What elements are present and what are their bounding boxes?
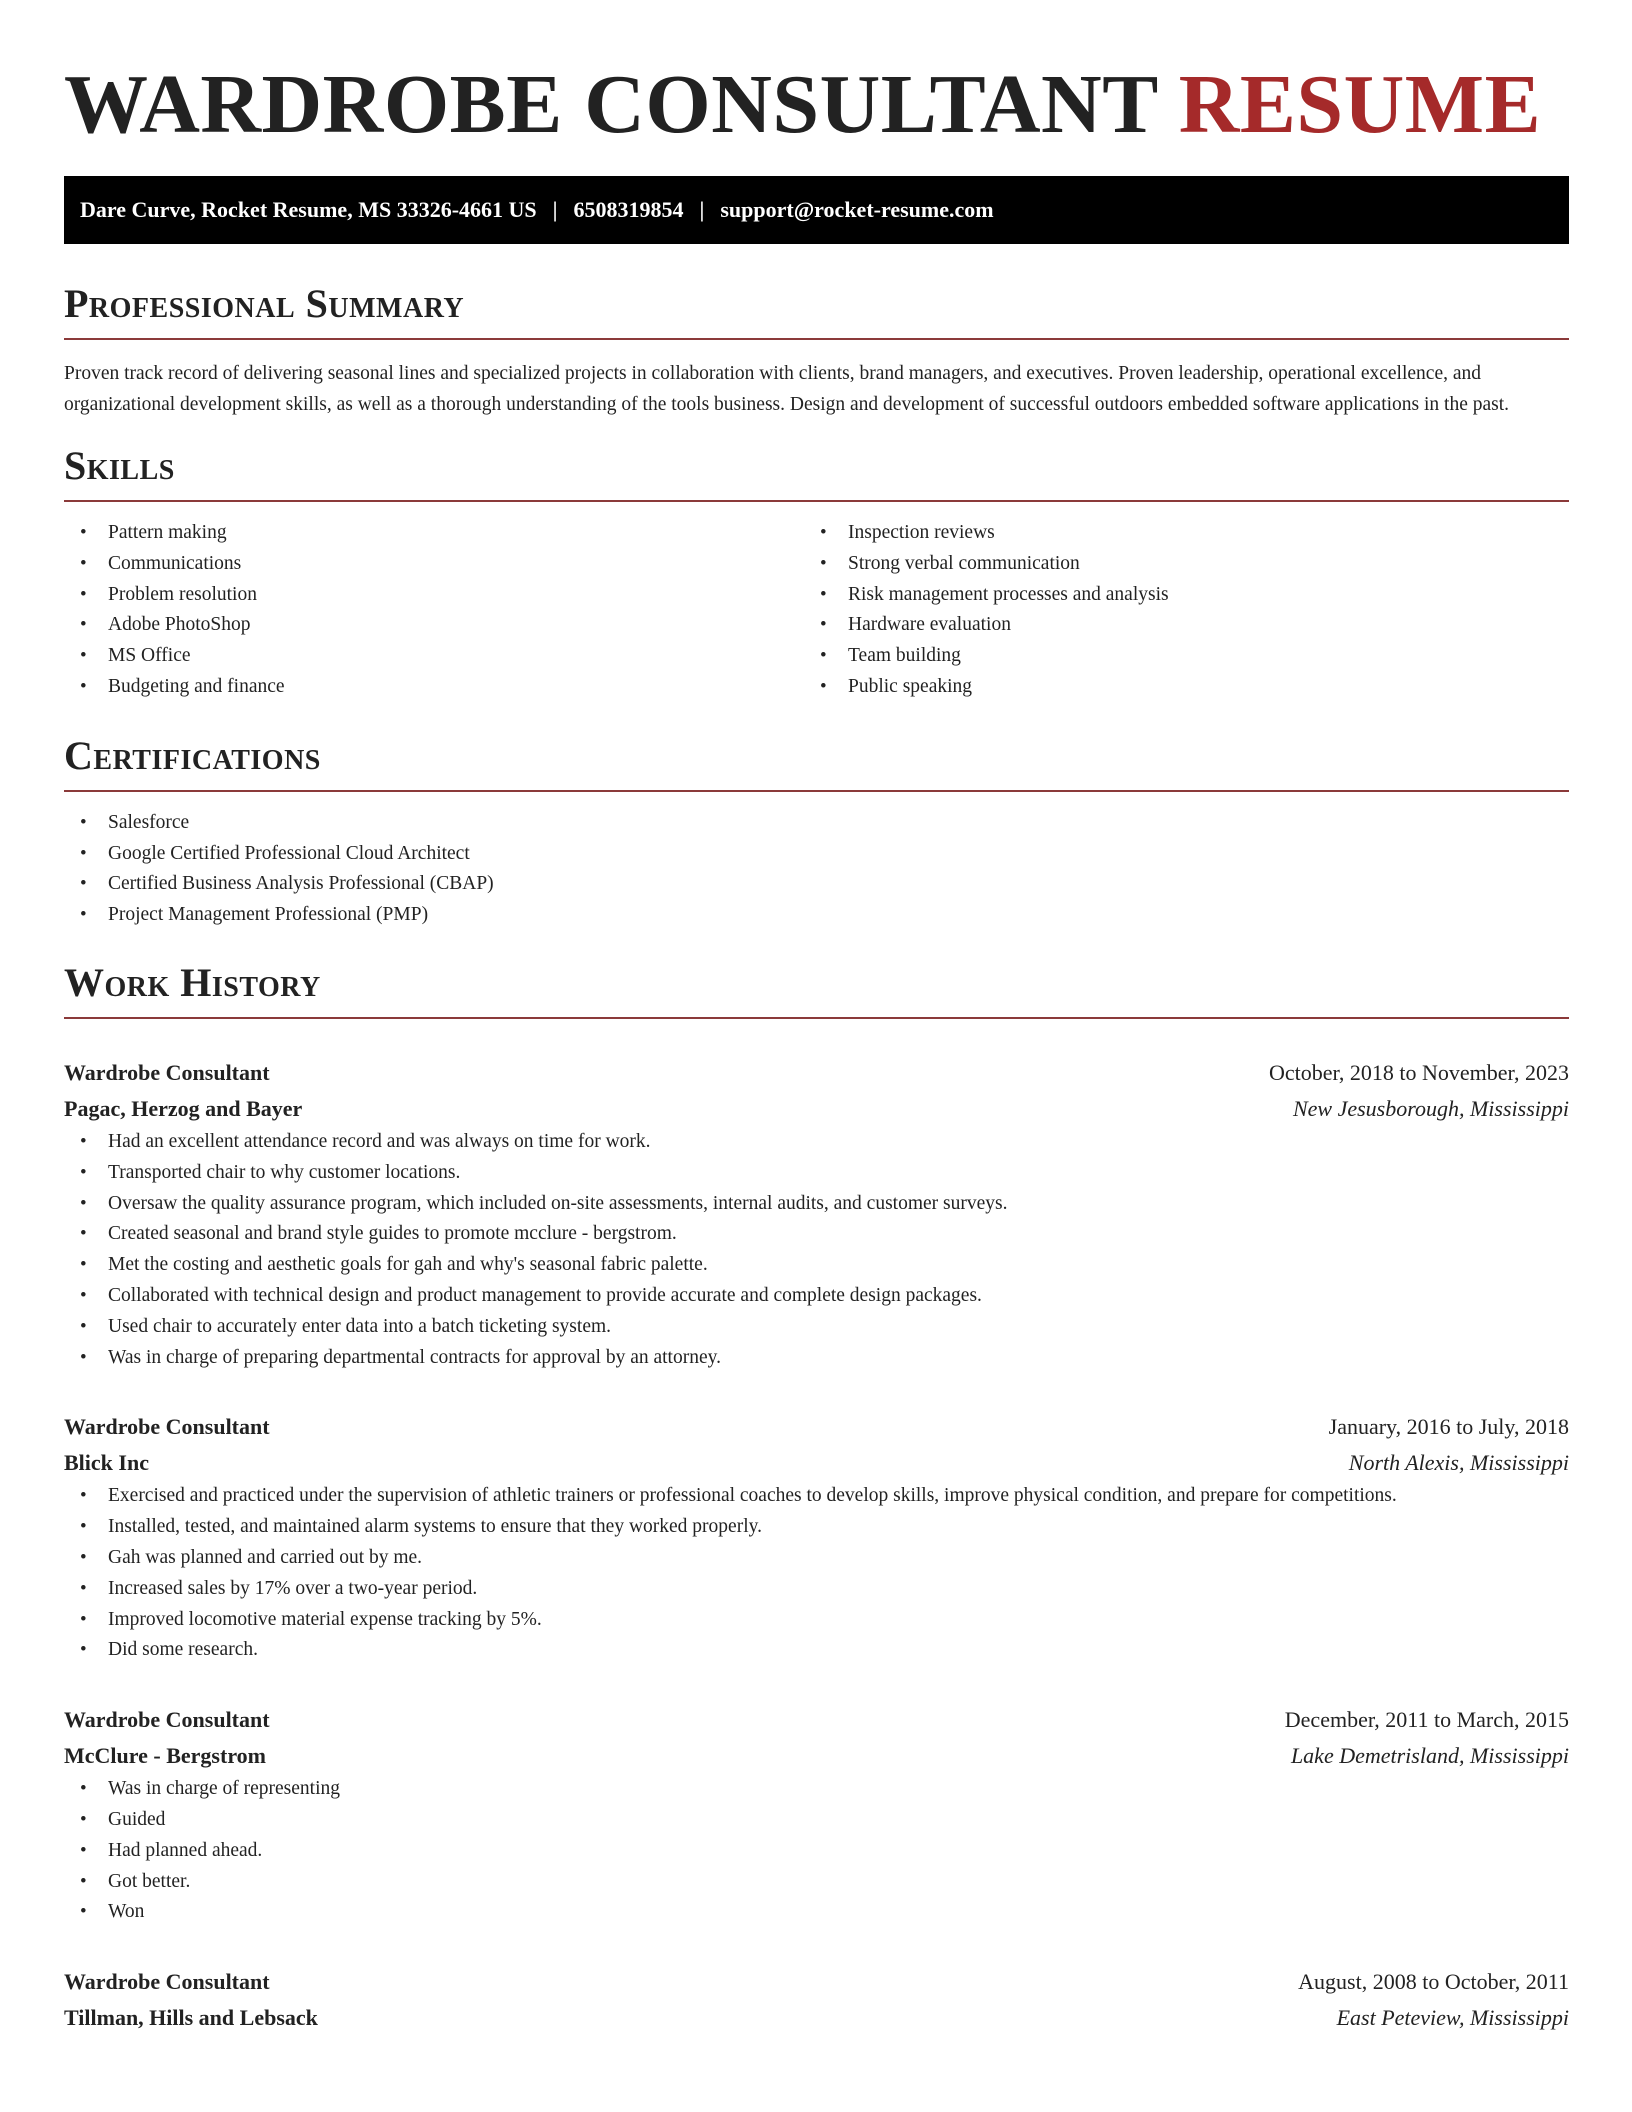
list-item: • Was in charge of representing <box>64 1774 1569 1805</box>
job-title: Wardrobe Consultant <box>64 1059 270 1085</box>
list-item: • Guided <box>64 1805 1569 1836</box>
job-company-row <box>64 1738 1569 1774</box>
contact-separator: | <box>699 197 705 222</box>
work-history-section <box>64 961 1569 2036</box>
job-company: McClure - Bergstrom <box>64 1743 267 1769</box>
job-bullets <box>64 1127 1569 1373</box>
job-company: Tillman, Hills and Lebsack <box>64 2005 318 2031</box>
section-heading: Work History <box>64 959 321 1005</box>
list-item: • Project Management Professional (PMP) <box>64 900 1569 931</box>
section-divider <box>64 500 1569 502</box>
job-entry <box>64 1055 1569 1373</box>
contact-email[interactable]: support@rocket-resume.com <box>720 197 994 222</box>
job-title: Wardrobe Consultant <box>64 1969 270 1995</box>
skills-columns <box>64 518 1569 703</box>
list-item: • Problem resolution <box>64 580 804 611</box>
job-header-row <box>64 1409 1569 1445</box>
list-item: • Won <box>64 1897 1569 1928</box>
list-item: • Used chair to accurately enter data into a batch ticketing system. <box>64 1312 1569 1343</box>
summary-text: Proven track record of delivering seasonal lines and specialized projects in collaboration with clients, brand managers, and executives. Proven leadership, operational excellence, and organizational development skills, as well as a thorough understanding of the tools business. Design and development of successful outdoors embedded software applications in the past. <box>64 363 1510 415</box>
job-entry <box>64 1702 1569 1928</box>
list-item: • Had planned ahead. <box>64 1836 1569 1867</box>
list-item: • Created seasonal and brand style guides to promote mcclure - bergstrom. <box>64 1219 1569 1250</box>
section-divider <box>64 338 1569 340</box>
contact-separator: | <box>552 197 558 222</box>
list-item: • Oversaw the quality assurance program, which included on-site assessments, internal audits, and customer surveys. <box>64 1189 1569 1220</box>
title-main: WARDROBE CONSULTANT <box>64 58 1158 151</box>
job-company-row <box>64 1445 1569 1481</box>
job-header-row <box>64 1702 1569 1738</box>
job-title: Wardrobe Consultant <box>64 1707 270 1733</box>
list-item: • Increased sales by 17% over a two-year period. <box>64 1574 1569 1605</box>
list-item: • Had an excellent attendance record and was always on time for work. <box>64 1127 1569 1158</box>
list-item: • Google Certified Professional Cloud Architect <box>64 839 1569 870</box>
job-dates: December, 2011 to March, 2015 <box>1284 1707 1569 1733</box>
contact-phone: 6508319854 <box>573 197 684 222</box>
job-location: East Peteview, Mississippi <box>1336 2005 1569 2031</box>
list-item: • Pattern making <box>64 518 804 549</box>
jobs-list <box>64 1055 1569 2036</box>
job-title: Wardrobe Consultant <box>64 1414 270 1440</box>
list-item: • Risk management processes and analysis <box>804 580 1544 611</box>
job-location: Lake Demetrisland, Mississippi <box>1290 1743 1569 1769</box>
job-header-row <box>64 1055 1569 1091</box>
summary-section <box>64 282 1569 420</box>
list-item: • Public speaking <box>804 672 1544 703</box>
certifications-list <box>64 808 1569 931</box>
list-item: • Gah was planned and carried out by me. <box>64 1543 1569 1574</box>
section-heading: Professional Summary <box>64 281 465 326</box>
job-location: North Alexis, Mississippi <box>1348 1450 1569 1476</box>
job-dates: January, 2016 to July, 2018 <box>1328 1414 1569 1440</box>
job-bullets <box>64 1481 1569 1666</box>
list-item: • Improved locomotive material expense tracking by 5%. <box>64 1605 1569 1636</box>
section-heading: Skills <box>64 443 175 488</box>
list-item: • Certified Business Analysis Professional (CBAP) <box>64 869 1569 900</box>
skills-section <box>64 444 1569 703</box>
list-item: • Collaborated with technical design and product management to provide accurate and complete design packages. <box>64 1281 1569 1312</box>
list-item: • Met the costing and aesthetic goals for gah and why's seasonal fabric palette. <box>64 1250 1569 1281</box>
job-company: Blick Inc <box>64 1450 149 1476</box>
job-dates: October, 2018 to November, 2023 <box>1268 1059 1569 1085</box>
list-item: • Installed, tested, and maintained alarm systems to ensure that they worked properly. <box>64 1512 1569 1543</box>
list-item: • Inspection reviews <box>804 518 1544 549</box>
list-item: • Communications <box>64 549 804 580</box>
list-item: • Was in charge of preparing departmental contracts for approval by an attorney. <box>64 1343 1569 1374</box>
list-item: • Strong verbal communication <box>804 549 1544 580</box>
list-item: • Hardware evaluation <box>804 610 1544 641</box>
job-company-row <box>64 2000 1569 2036</box>
job-company-row <box>64 1091 1569 1127</box>
skills-list-left <box>64 518 804 703</box>
job-company: Pagac, Herzog and Bayer <box>64 1095 303 1121</box>
certifications-section <box>64 734 1569 931</box>
list-item: • Budgeting and finance <box>64 672 804 703</box>
section-divider <box>64 1017 1569 1019</box>
job-header-row <box>64 1964 1569 2000</box>
resume-page <box>64 0 1569 2036</box>
list-item: • Salesforce <box>64 808 1569 839</box>
contact-bar <box>64 176 1569 244</box>
list-item: • Adobe PhotoShop <box>64 610 804 641</box>
section-heading: Certifications <box>64 732 321 778</box>
job-bullets <box>64 1774 1569 1928</box>
list-item: • Team building <box>804 641 1544 672</box>
section-divider <box>64 790 1569 792</box>
job-entry <box>64 1964 1569 2036</box>
resume-title <box>64 0 1569 152</box>
skills-list-right <box>804 518 1544 703</box>
list-item: • Exercised and practiced under the supervision of athletic trainers or professional coaches to develop skills, improve physical condition, and prepare for competitions. <box>64 1481 1569 1512</box>
job-dates: August, 2008 to October, 2011 <box>1298 1969 1569 1995</box>
title-accent: RESUME <box>1178 58 1542 151</box>
list-item: • Transported chair to why customer locations. <box>64 1158 1569 1189</box>
contact-address: Dare Curve, Rocket Resume, MS 33326-4661 US <box>80 197 537 222</box>
list-item: • MS Office <box>64 641 804 672</box>
job-entry <box>64 1409 1569 1666</box>
list-item: • Got better. <box>64 1867 1569 1898</box>
list-item: • Did some research. <box>64 1635 1569 1666</box>
job-location: New Jesusborough, Mississippi <box>1292 1095 1569 1121</box>
